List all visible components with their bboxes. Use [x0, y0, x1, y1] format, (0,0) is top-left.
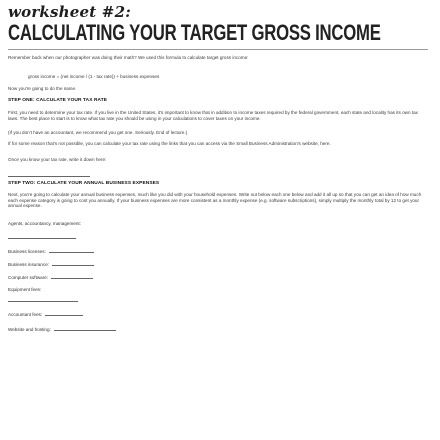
- expense-field-website-hosting[interactable]: [8, 324, 116, 332]
- expense-answer-line[interactable]: [51, 278, 93, 279]
- expense-label: Computer software:: [8, 275, 49, 280]
- expense-label: Accountant fees:: [8, 312, 43, 317]
- intro-paragraph: Remember back when our photographer was doing their math? We used this formula to calculate target gross income:: [8, 55, 249, 60]
- tax-rate-answer-line[interactable]: [8, 176, 90, 177]
- expense-answer-line-agents[interactable]: [8, 238, 76, 239]
- step-one-heading: STEP ONE: CALCULATE YOUR TAX RATE: [8, 98, 108, 103]
- expense-field-business-insurance[interactable]: [8, 259, 94, 267]
- step-one-paragraph-2: If for some reason that's not possible, you can calculate your tax rate using the links that you can access via the Small Business Administration's website, here.: [8, 141, 331, 146]
- expense-field-business-licenses[interactable]: [8, 246, 94, 254]
- prompt-intro: Now you're going to do the same.: [8, 86, 77, 91]
- worksheet-title: CALCULATING YOUR TARGET GROSS INCOME: [8, 20, 381, 45]
- expense-label: Website and hosting:: [8, 327, 51, 332]
- expense-field-computer-software[interactable]: [8, 272, 93, 280]
- step-two-paragraph: Next, you're going to calculate your annual business expenses, much like you did with your household expenses. Write out below each one below and add it all up so that you can get an idea of how much each expense category is going to cost you annually. If your business expenses are more consistent as a monthly expense (e.g. software subscriptions), simply multiply the monthly total by 12 to get your annual expense.: [8, 192, 422, 209]
- expense-answer-line[interactable]: [54, 330, 116, 331]
- gross-income-formula: gross income = (net income / (1 - tax rate)) + business expenses: [28, 74, 160, 79]
- tax-rate-prompt: Once you know your tax rate, write it down here:: [8, 157, 107, 162]
- expense-label: Agents, accountancy, management:: [8, 221, 81, 226]
- expense-answer-line[interactable]: [49, 252, 94, 253]
- title-underline: [8, 49, 428, 50]
- step-two-heading: STEP TWO: CALCULATE YOUR ANNUAL BUSINESS EXPENSES: [8, 181, 160, 186]
- expense-answer-line[interactable]: [45, 315, 83, 316]
- step-one-paragraph: First, you need to determine your tax rate. If you live in the United States, it's important to know that in addition to income taxes required by the federal government, each state and locality has its own tax laws. The best place to start is to know what tax rate you should be using in your calculations to cover taxes on your income.: [8, 110, 418, 121]
- step-one-note: (If you don't have an accountant, we recommend you get one. Seriously. End of lecture.): [8, 130, 188, 135]
- expense-label: Business insurance:: [8, 262, 50, 267]
- worksheet-number: worksheet #2:: [8, 3, 131, 21]
- expense-answer-line-equipment[interactable]: [8, 301, 78, 302]
- expense-label: Business licenses:: [8, 249, 46, 254]
- expense-field-agents[interactable]: [8, 218, 81, 226]
- expense-label: Equipment fees:: [8, 287, 42, 292]
- expense-answer-line[interactable]: [52, 265, 94, 266]
- expense-field-accountant-fees[interactable]: [8, 309, 83, 317]
- expense-field-equipment-fees[interactable]: [8, 284, 41, 292]
